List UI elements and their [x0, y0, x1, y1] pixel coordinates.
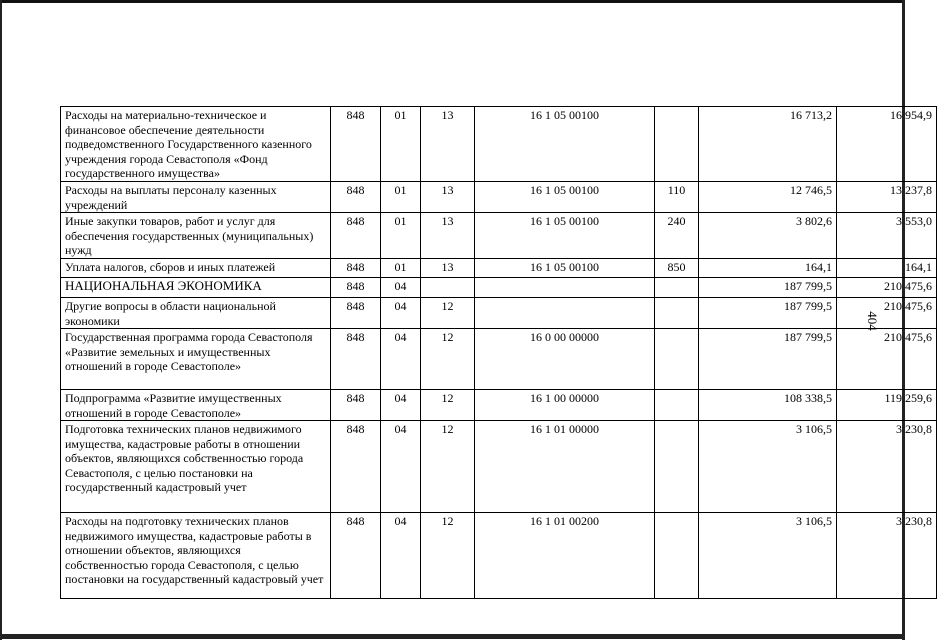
section-code: 01 [381, 107, 421, 182]
section-code: 04 [381, 278, 421, 298]
target-article-code: 16 1 00 00000 [475, 390, 655, 421]
page-number: 404 [864, 311, 880, 331]
row-name: Расходы на выплаты персоналу казенных учреждений [61, 182, 331, 213]
amount-year-2: 3 230,8 [837, 421, 937, 513]
row-name: Подготовка технических планов недвижимого имущества, кадастровые работы в отношении объектов, являющихся собственностью города Севастополя, с целью постановки на государственный кадастровый учет [61, 421, 331, 513]
table-row [61, 513, 937, 599]
section-code: 01 [381, 213, 421, 259]
expense-type-code [655, 278, 699, 298]
target-article-code: 16 1 05 00100 [475, 107, 655, 182]
expense-type-code: 850 [655, 259, 699, 278]
subsection-code: 12 [421, 513, 475, 599]
target-article-code: 16 1 05 00100 [475, 213, 655, 259]
amount-year-1: 187 799,5 [699, 329, 837, 390]
amount-year-1: 12 746,5 [699, 182, 837, 213]
amount-year-2: 16 954,9 [837, 107, 937, 182]
row-name: Расходы на подготовку технических планов недвижимого имущества, кадастровые работы в отношении объектов, являющихся собственностью города Севастополя, с целью постановки на государственный кадастровый учет [61, 513, 331, 599]
amount-year-1: 3 802,6 [699, 213, 837, 259]
target-article-code: 16 1 05 00100 [475, 182, 655, 213]
expense-type-code [655, 329, 699, 390]
target-article-code: 16 1 05 00100 [475, 259, 655, 278]
target-article-code: 16 1 01 00200 [475, 513, 655, 599]
section-code: 04 [381, 298, 421, 329]
scan-bottom-border [0, 634, 905, 639]
section-code: 04 [381, 329, 421, 390]
target-article-code: 16 1 01 00000 [475, 421, 655, 513]
amount-year-2: 3 230,8 [837, 513, 937, 599]
budget-table [60, 106, 937, 599]
expense-type-code: 240 [655, 213, 699, 259]
expense-type-code [655, 107, 699, 182]
section-code: 04 [381, 421, 421, 513]
table-row [61, 329, 937, 390]
amount-year-1: 164,1 [699, 259, 837, 278]
department-code: 848 [331, 278, 381, 298]
expense-type-code [655, 513, 699, 599]
row-name: Расходы на материально-техническое и финансовое обеспечение деятельности подведомственного Государственного казенного учреждения города Севастополя «Фонд государственного имущества» [61, 107, 331, 182]
subsection-code: 12 [421, 421, 475, 513]
section-code: 01 [381, 182, 421, 213]
expense-type-code: 110 [655, 182, 699, 213]
subsection-code: 13 [421, 259, 475, 278]
amount-year-2: 13 237,8 [837, 182, 937, 213]
subsection-code [421, 278, 475, 298]
row-name: Государственная программа города Севастополя «Развитие земельных и имущественных отношений в городе Севастополе» [61, 329, 331, 390]
section-code: 01 [381, 259, 421, 278]
expense-type-code [655, 298, 699, 329]
scan-top-border [0, 0, 905, 3]
table-row [61, 298, 937, 329]
subsection-code: 13 [421, 107, 475, 182]
amount-year-2: 210 475,6 [837, 329, 937, 390]
amount-year-2: 164,1 [837, 259, 937, 278]
expense-type-code [655, 390, 699, 421]
amount-year-2: 210 475,6 [837, 278, 937, 298]
amount-year-2: 3 553,0 [837, 213, 937, 259]
target-article-code [475, 298, 655, 329]
subsection-code: 12 [421, 390, 475, 421]
amount-year-1: 108 338,5 [699, 390, 837, 421]
department-code: 848 [331, 213, 381, 259]
section-code: 04 [381, 513, 421, 599]
subsection-code: 12 [421, 329, 475, 390]
department-code: 848 [331, 513, 381, 599]
amount-year-1: 16 713,2 [699, 107, 837, 182]
department-code: 848 [331, 298, 381, 329]
target-article-code: 16 0 00 00000 [475, 329, 655, 390]
amount-year-2: 210 475,6 [837, 298, 937, 329]
row-name: Уплата налогов, сборов и иных платежей [61, 259, 331, 278]
table-row [61, 107, 937, 182]
row-name: НАЦИОНАЛЬНАЯ ЭКОНОМИКА [61, 278, 331, 298]
row-name: Подпрограмма «Развитие имущественных отношений в городе Севастополе» [61, 390, 331, 421]
subsection-code: 13 [421, 182, 475, 213]
department-code: 848 [331, 421, 381, 513]
amount-year-1: 187 799,5 [699, 298, 837, 329]
table-row [61, 421, 937, 513]
department-code: 848 [331, 329, 381, 390]
amount-year-1: 187 799,5 [699, 278, 837, 298]
department-code: 848 [331, 182, 381, 213]
amount-year-1: 3 106,5 [699, 513, 837, 599]
target-article-code [475, 278, 655, 298]
table-row [61, 259, 937, 278]
table-row [61, 213, 937, 259]
section-code: 04 [381, 390, 421, 421]
subsection-code: 13 [421, 213, 475, 259]
subsection-code: 12 [421, 298, 475, 329]
expense-type-code [655, 421, 699, 513]
table-row [61, 182, 937, 213]
department-code: 848 [331, 259, 381, 278]
row-name: Иные закупки товаров, работ и услуг для обеспечения государственных (муниципальных) нужд [61, 213, 331, 259]
amount-year-1: 3 106,5 [699, 421, 837, 513]
department-code: 848 [331, 107, 381, 182]
row-name: Другие вопросы в области национальной экономики [61, 298, 331, 329]
table-row [61, 278, 937, 298]
department-code: 848 [331, 390, 381, 421]
scan-left-border [0, 0, 2, 640]
table-row [61, 390, 937, 421]
amount-year-2: 119 259,6 [837, 390, 937, 421]
